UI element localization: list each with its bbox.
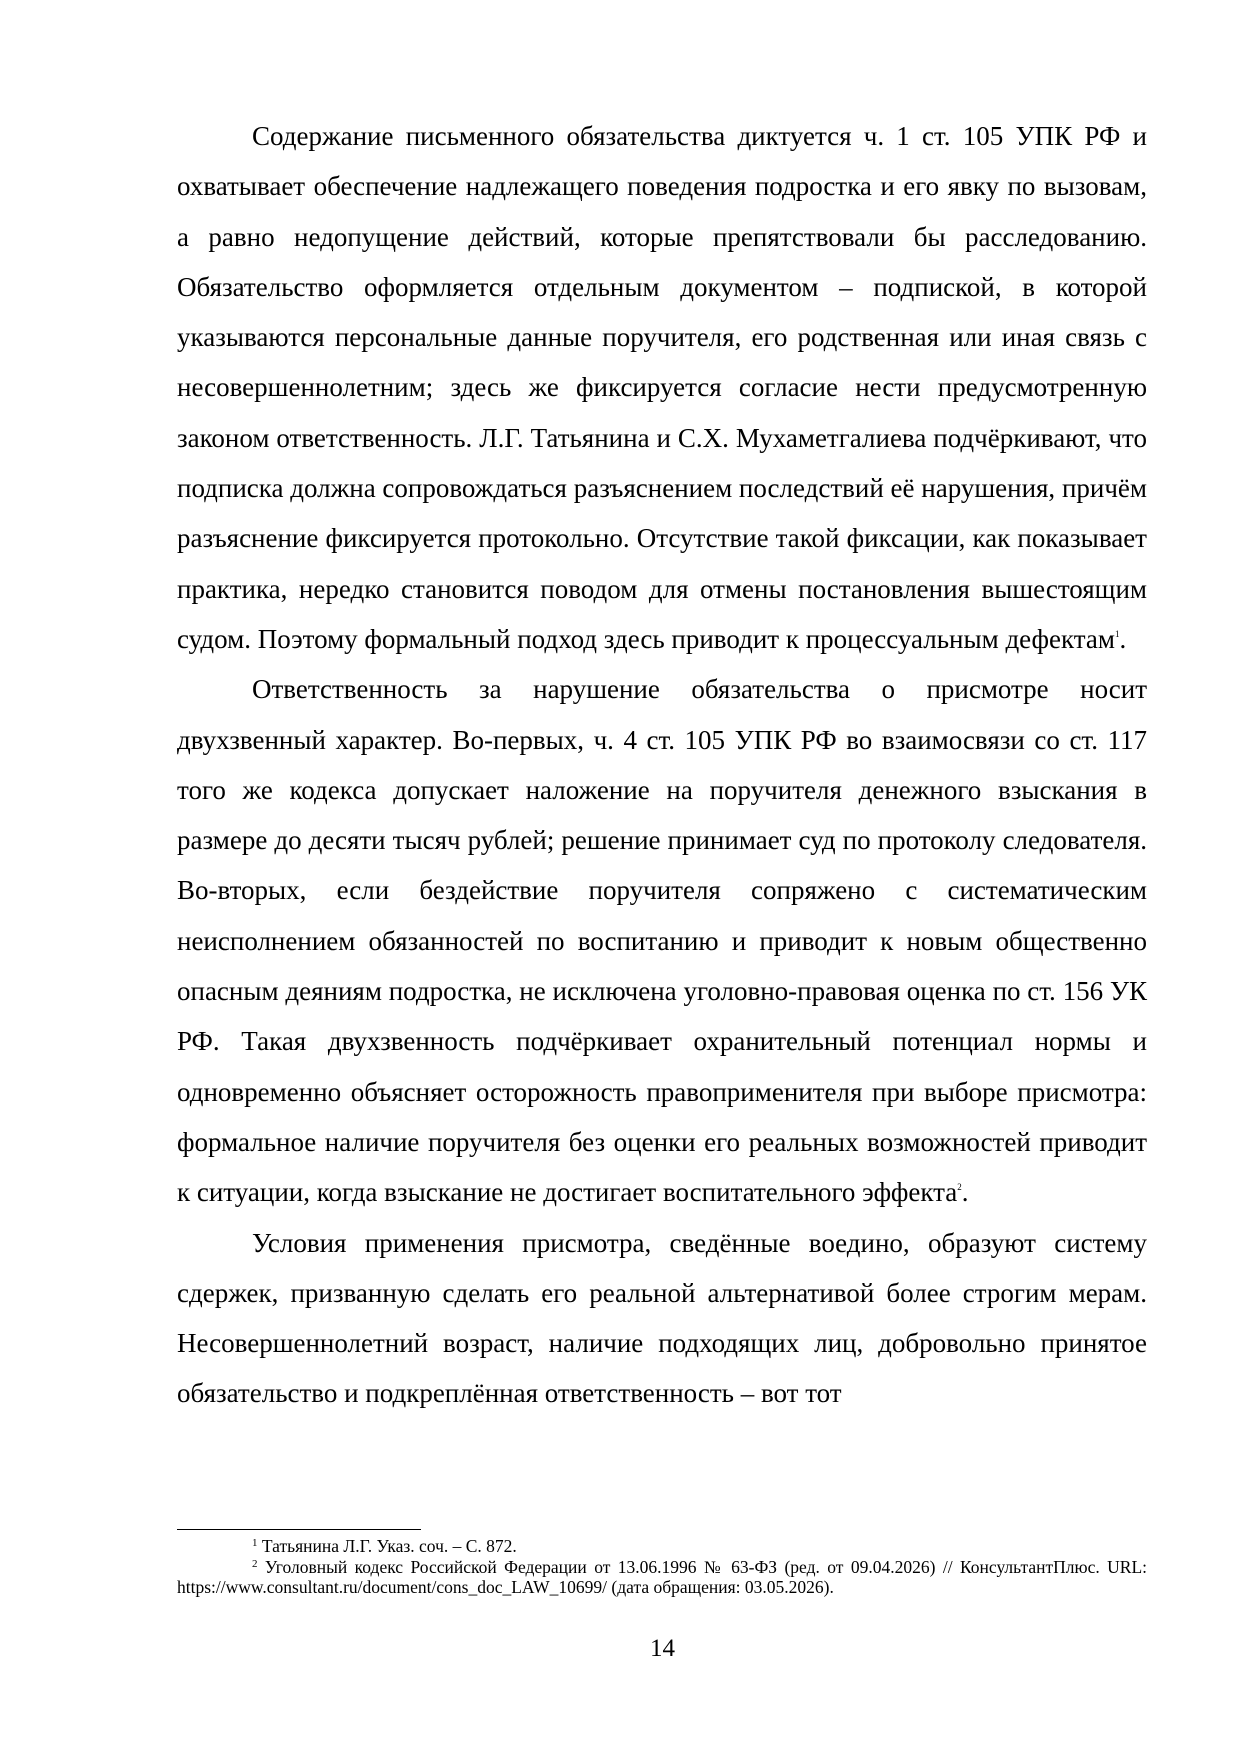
footnote-separator bbox=[177, 1529, 421, 1530]
paragraph-1-text: Содержание письменного обязательства диктуется ч. 1 ст. 105 УПК РФ и охватывает обеспечение надлежащего поведения подростка и его явку по вызовам, а равно недопущение действий, которые препятствовали бы расследованию. Обязательство оформляется отдельным документом – подпиской, в которой указываются персональные данные поручителя, его родственная или иная связь с несовершеннолетним; здесь же фиксируется согласие нести предусмотренную законом ответственность. Л.Г. Татьянина и С.Х. Мухаметгалиева подчёркивают, что подписка должна сопровождаться разъяснением последствий её нарушения, причём разъяснение фиксируется протокольно. Отсутствие такой фиксации, как показывает практика, нередко становится поводом для отмены постановления вышестоящим судом. Поэтому формальный подход здесь приводит к процессуальным дефектам bbox=[177, 121, 1147, 654]
body-text bbox=[177, 111, 1147, 1419]
footnote-number-2: 2 bbox=[252, 1557, 258, 1570]
footnote-2 bbox=[177, 1557, 1147, 1598]
footnote-number-1: 1 bbox=[252, 1537, 258, 1549]
footnote-reference-2[interactable]: 2 bbox=[957, 1182, 962, 1193]
paragraph-3 bbox=[177, 1218, 1147, 1419]
paragraph-2-tail: . bbox=[961, 1177, 969, 1208]
page-number: 14 bbox=[650, 1635, 675, 1662]
paragraph-2 bbox=[177, 664, 1147, 1217]
paragraph-1 bbox=[177, 111, 1147, 664]
paragraph-1-tail: . bbox=[1119, 623, 1127, 654]
footnotes bbox=[177, 1536, 1147, 1598]
footnote-1 bbox=[177, 1536, 1147, 1557]
paragraph-2-text: Ответственность за нарушение обязательства о присмотре носит двухзвенный характер. Во-первых, ч. 4 ст. 105 УПК РФ во взаимосвязи со ст. 117 того же кодекса допускает наложение на поручителя денежного взыскания в размере до десяти тысяч рублей; решение принимает суд по протоколу следователя. Во-вторых, если бездействие поручителя сопряжено с систематическим неисполнением обязанностей по воспитанию и приводит к новым общественно опасным деяниям подростка, не исключена уголовно-правовая оценка по ст. 156 УК РФ. Такая двухзвенность подчёркивает охранительный потенциал нормы и одновременно объясняет осторожность правоприменителя при выборе присмотра: формальное наличие поручителя без оценки его реальных возможностей приводит к ситуации, когда взыскание не достигает воспитательного эффекта bbox=[177, 674, 1147, 1208]
paragraph-3-text: Условия применения присмотра, сведённые воедино, образуют систему сдержек, призванную сделать его реальной альтернативой более строгим мерам. Несовершеннолетний возраст, наличие подходящих лиц, добровольно принятое обязательство и подкреплённая ответственность – вот тот bbox=[177, 1227, 1147, 1409]
footnote-2-text: Уголовный кодекс Российской Федерации от 13.06.1996 № 63-ФЗ (ред. от 09.04.2026) // КонсультантПлюс. URL: https://www.consultant.ru/document/cons_doc_LAW_10699/ (дата обращения: 03.05.2026). bbox=[177, 1556, 1147, 1597]
footnote-1-text: Татьянина Л.Г. Указ. соч. – С. 872. bbox=[257, 1536, 517, 1556]
footnote-reference-1[interactable]: 1 bbox=[1114, 628, 1120, 639]
